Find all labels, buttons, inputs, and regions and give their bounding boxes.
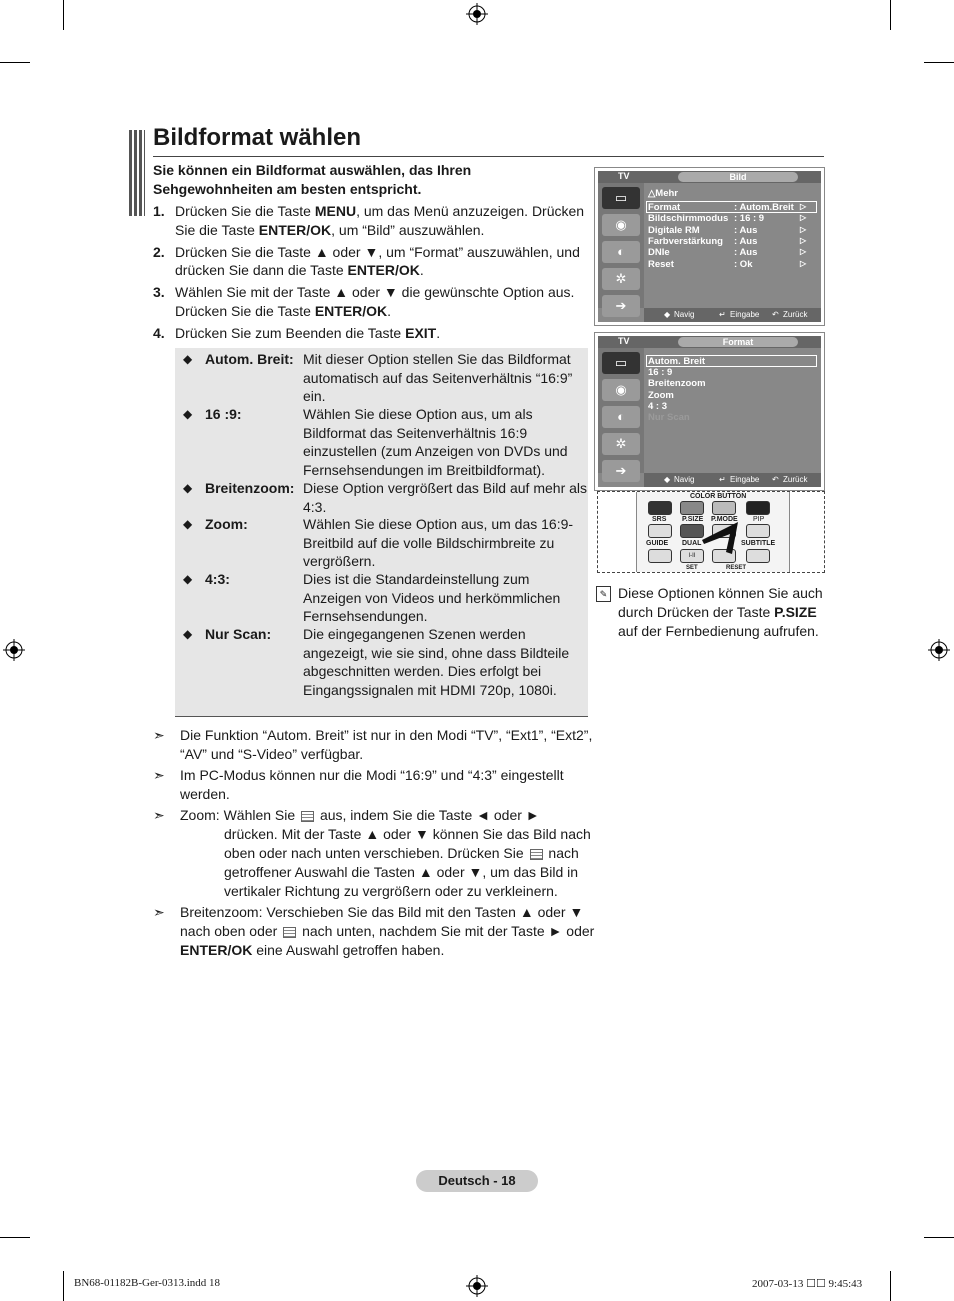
step-item xyxy=(153,243,593,280)
menu-footer-enter: Eingabe xyxy=(730,475,760,484)
note-text: drücken. Mit der Taste ▲ oder ▼ können Sie das Bild nach oben oder nach unten verschieben. Drücken Sie xyxy=(224,826,591,861)
option-desc: Diese Option vergrößert das Bild auf mehr als 4:3. xyxy=(303,480,588,515)
color-button-label: COLOR BUTTON xyxy=(690,493,747,500)
tip-text: auf der Fernbedienung aufrufen. xyxy=(618,623,819,639)
menu-header xyxy=(598,171,821,183)
registration-mark-icon xyxy=(466,3,488,25)
menu-row[interactable] xyxy=(648,259,807,270)
note-text: oder ENTER/OK eine Auswahl getroffen haben. xyxy=(180,923,595,958)
yellow-button[interactable] xyxy=(712,501,736,515)
channel-icon[interactable]: ◐ xyxy=(602,406,640,428)
note-arrow-icon: ➣ xyxy=(153,727,165,743)
format-option[interactable]: Zoom xyxy=(648,390,674,401)
note-text: Zoom: Wählen Sie xyxy=(180,807,296,823)
step-text: Drücken Sie die Taste ▲ oder ▼, um “Format” auszuwählen, und drücken Sie dann die Taste ENTER/OK. xyxy=(175,243,580,278)
note-item xyxy=(153,903,600,960)
menu-row-value: : Ok xyxy=(734,259,753,270)
note-text: Breitenzoom: Verschieben Sie das Bild mit den Tasten ▲ oder ▼ nach oben oder xyxy=(180,904,584,939)
tip-key: P.SIZE xyxy=(774,604,817,620)
step-item xyxy=(153,202,593,239)
intro-text: Sie können ein Bildformat auswählen, das Ihren Sehgewohnheiten am besten entspricht. xyxy=(153,162,472,197)
diamond-bullet-icon: ◆ xyxy=(183,407,193,421)
note-arrow-icon: ➣ xyxy=(153,807,165,823)
step-number: 1. xyxy=(153,203,165,219)
channel-icon[interactable]: ◐ xyxy=(602,241,640,263)
menu-row-value: : Autom.Breit xyxy=(734,202,794,213)
input-icon[interactable]: ➔ xyxy=(602,460,640,482)
sound-icon[interactable]: ◉ xyxy=(602,379,640,401)
registration-mark-icon xyxy=(466,1275,488,1297)
step-item xyxy=(153,283,593,320)
arrow-right-icon: ▷ xyxy=(800,247,807,256)
navig-icon: ◆ xyxy=(664,475,671,484)
note-pad-icon: ✎ xyxy=(596,586,611,602)
notes-list xyxy=(153,726,613,962)
option-desc: Wählen Sie diese Option aus, um das 16:9-Breitbild auf die volle Bildschirmbreite zu vergrößern. xyxy=(303,516,574,569)
diamond-bullet-icon: ◆ xyxy=(183,517,193,531)
input-icon[interactable]: ➔ xyxy=(602,295,640,317)
note-item xyxy=(153,766,613,804)
title-decoration xyxy=(129,130,145,216)
menu-row[interactable] xyxy=(648,225,807,236)
arrow-right-icon: ▷ xyxy=(800,259,807,268)
format-option-disabled: Nur Scan xyxy=(648,412,690,423)
guide-label: GUIDE xyxy=(646,540,669,547)
menu-sidebar xyxy=(598,348,644,478)
set-label: SET xyxy=(686,565,698,571)
step-text: Drücken Sie die Taste MENU, um das Menü anzuzeigen. Drücken Sie die Taste ENTER/OK, um “Bild” auszuwählen. xyxy=(175,203,585,238)
diamond-bullet-icon: ◆ xyxy=(183,627,193,641)
tv-menu-bild xyxy=(594,167,825,326)
return-icon: ↶ xyxy=(772,475,779,484)
dual-label: DUAL xyxy=(682,540,702,547)
menu-row[interactable] xyxy=(648,213,807,224)
return-icon: ↶ xyxy=(772,310,779,319)
menu-tv-label: TV xyxy=(618,171,630,181)
pmode-label: P.MODE xyxy=(711,516,738,523)
guide-button[interactable] xyxy=(648,549,672,563)
menu-title: Bild xyxy=(678,172,798,182)
navig-icon: ◆ xyxy=(664,310,671,319)
note-text: Im PC-Modus können nur die Modi “16:9” und “4:3” eingestellt werden. xyxy=(180,767,564,802)
subtitle-label: SUBTITLE xyxy=(741,540,776,547)
setup-icon[interactable]: ✲ xyxy=(602,268,640,290)
option-desc: Dies ist die Standardeinstellung zum Anzeigen von Videos und herkömmlichen Fernsehsendungen. xyxy=(303,571,561,624)
pip-label: PIP xyxy=(753,516,765,523)
option-name: Zoom: xyxy=(205,516,248,532)
picture-icon[interactable]: ▭ xyxy=(602,187,640,209)
format-option[interactable]: 4 : 3 xyxy=(648,401,668,412)
menu-tv-label: TV xyxy=(618,336,630,346)
registration-mark-icon xyxy=(928,639,950,661)
menu-row-label: Farbverstärkung xyxy=(648,236,723,247)
green-button[interactable] xyxy=(680,501,704,515)
reset-label: RESET xyxy=(726,565,747,571)
page-number: Deutsch - 18 xyxy=(416,1170,538,1192)
enter-icon: ↵ xyxy=(719,475,726,484)
setup-icon[interactable]: ✲ xyxy=(602,433,640,455)
subtitle-button[interactable] xyxy=(746,549,770,563)
option-desc: Die eingegangenen Szenen werden angezeigt, wie sie sind, ohne dass Bildteile abgeschnitten werden. Dies erfolgt bei Eingangssignalen mit HDMI 720p, 1080i. xyxy=(303,626,570,698)
menu-row-label: Bildschirmmodus xyxy=(648,213,729,224)
menu-more[interactable]: △Mehr xyxy=(648,188,679,199)
tv-menu-format xyxy=(594,332,825,491)
wide-zoom-icon xyxy=(283,927,296,938)
note-text: nach unten, nachdem Sie mit der Taste ► xyxy=(302,923,563,939)
menu-row-label: DNIe xyxy=(648,247,670,258)
option-desc: Mit dieser Option stellen Sie das Bildformat automatisch auf das Seitenverhältnis “16:9” ein. xyxy=(303,351,573,404)
diamond-bullet-icon: ◆ xyxy=(183,352,193,366)
footer-date: 2007-03-13 ☐☐ 9:45:43 xyxy=(752,1278,863,1290)
note-item xyxy=(153,726,613,764)
tip-text: Diese Optionen können Sie auch durch Drücken der Taste xyxy=(618,585,823,620)
menu-title: Format xyxy=(678,337,798,347)
menu-header xyxy=(598,336,821,348)
menu-row-value: : Aus xyxy=(734,225,758,236)
step-text: Drücken Sie zum Beenden die Taste EXIT. xyxy=(175,324,441,341)
menu-footer-back: Zurück xyxy=(783,310,808,319)
menu-footer-back: Zurück xyxy=(783,475,808,484)
menu-footer-navig: Navig xyxy=(674,310,695,319)
format-option[interactable]: Autom. Breit xyxy=(648,356,705,367)
page-title: Bildformat wählen xyxy=(153,124,362,151)
registration-mark-icon xyxy=(3,639,25,661)
steps-list xyxy=(153,202,593,346)
psize-label: P.SIZE xyxy=(682,516,704,523)
menu-row-label: Digitale RM xyxy=(648,225,700,236)
menu-row-value: : Aus xyxy=(734,247,758,258)
red-button[interactable] xyxy=(648,501,672,515)
menu-footer xyxy=(644,308,821,322)
dual-button[interactable]: I-II xyxy=(680,549,704,563)
step-number: 3. xyxy=(153,284,165,300)
option-name: Nur Scan: xyxy=(205,626,272,642)
title-divider xyxy=(153,156,824,157)
option-name: Autom. Breit: xyxy=(205,351,294,367)
menu-row[interactable] xyxy=(648,202,807,213)
footer-file: BN68-01182B-Ger-0313.indd 18 xyxy=(74,1277,221,1289)
options-table xyxy=(175,348,588,717)
menu-footer-navig: Navig xyxy=(674,475,695,484)
step-text: Wählen Sie mit der Taste ▲ oder ▼ die gewünschte Option aus. Drücken Sie die Taste ENTER/OK. xyxy=(175,284,575,319)
menu-row-label: Reset xyxy=(648,259,674,270)
note-text: Die Funktion “Autom. Breit” ist nur in den Modi “TV”, “Ext1”, “Ext2”, “AV” und “S-Video” verfügbar. xyxy=(180,727,593,762)
sound-icon[interactable]: ◉ xyxy=(602,214,640,236)
pointer-hand-icon xyxy=(698,520,748,556)
diamond-bullet-icon: ◆ xyxy=(183,572,193,586)
menu-footer-enter: Eingabe xyxy=(730,310,760,319)
blue-button[interactable] xyxy=(746,501,770,515)
menu-row-value: : 16 : 9 xyxy=(734,213,765,224)
zoom-mode-icon xyxy=(530,849,543,860)
step-number: 4. xyxy=(153,324,165,341)
step-number: 2. xyxy=(153,243,165,260)
arrow-right-icon: ▷ xyxy=(800,202,807,211)
remote-control-illustration xyxy=(597,491,825,573)
format-option[interactable]: 16 : 9 xyxy=(648,367,673,378)
note-arrow-icon: ➣ xyxy=(153,904,165,920)
note-text: aus, indem Sie die Taste ◄ oder ► xyxy=(319,807,540,823)
option-name: Breitenzoom: xyxy=(205,480,295,496)
note-arrow-icon: ➣ xyxy=(153,767,165,783)
arrow-right-icon: ▷ xyxy=(800,225,807,234)
diamond-bullet-icon: ◆ xyxy=(183,481,193,495)
note-item xyxy=(153,806,613,901)
zoom-mode-icon xyxy=(301,811,314,822)
option-desc: Wählen Sie diese Option aus, um als Bildformat das Seitenverhältnis 16:9 einzustellen (zum Anzeigen von DVDs und Fernsehsendungen im Breitbildformat). xyxy=(303,406,568,478)
note-text: nach getroffener Auswahl die Tasten ▲ oder ▼, um das Bild in vertikaler Richtung zu vergrößern oder zu verkleinern. xyxy=(224,845,579,899)
enter-icon: ↵ xyxy=(719,310,726,319)
menu-footer xyxy=(644,473,821,487)
srs-button[interactable] xyxy=(648,524,672,538)
pip-button[interactable] xyxy=(746,524,770,538)
menu-row-label: Format xyxy=(648,202,681,213)
menu-row[interactable] xyxy=(648,236,807,247)
arrow-right-icon: ▷ xyxy=(800,236,807,245)
srs-label: SRS xyxy=(652,516,667,523)
option-name: 4:3: xyxy=(205,571,230,587)
picture-icon[interactable]: ▭ xyxy=(602,352,640,374)
step-item xyxy=(153,324,593,343)
format-option[interactable]: Breitenzoom xyxy=(648,378,706,389)
menu-row[interactable] xyxy=(648,247,807,258)
arrow-right-icon: ▷ xyxy=(800,213,807,222)
option-name: 16 :9: xyxy=(205,406,242,422)
menu-row-value: : Aus xyxy=(734,236,758,247)
menu-sidebar xyxy=(598,183,644,313)
